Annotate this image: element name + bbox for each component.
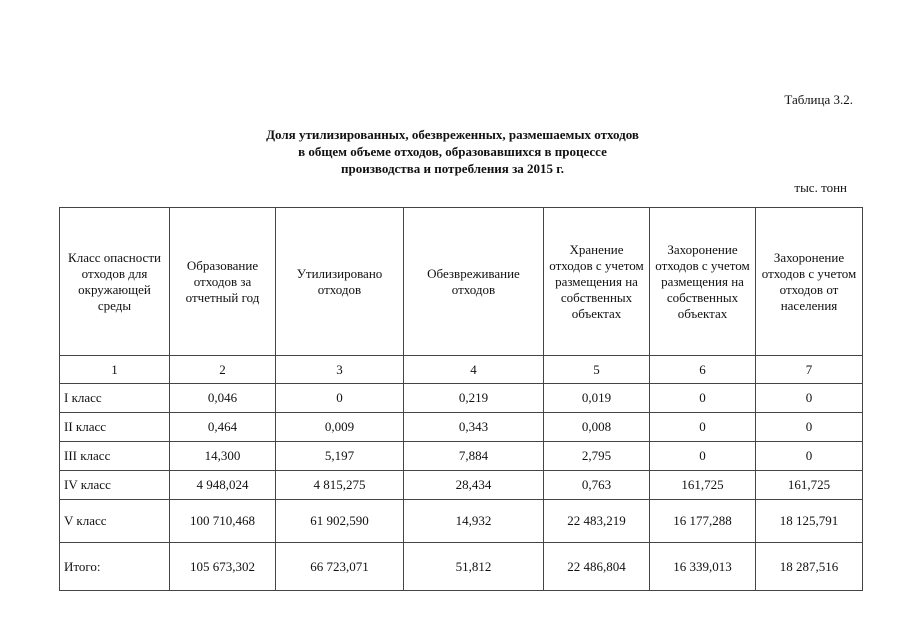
table-cell: 66 723,071 [276,543,404,591]
table-row [60,413,863,442]
column-number: 3 [276,356,404,384]
table-cell: 0 [650,413,756,442]
table-row [60,384,863,413]
table-row [60,471,863,500]
table-cell: 22 483,219 [544,500,650,543]
table-cell: 28,434 [404,471,544,500]
table-cell: 51,812 [404,543,544,591]
row-label: I класс [60,384,170,413]
total-row [60,543,863,591]
column-number: 6 [650,356,756,384]
table-row [60,442,863,471]
table-cell: 0,009 [276,413,404,442]
column-header: Образование отходов за отчетный год [170,208,276,356]
column-number: 4 [404,356,544,384]
table-cell: 61 902,590 [276,500,404,543]
table-cell: 0,008 [544,413,650,442]
table-cell: 0 [756,442,863,471]
table-cell: 100 710,468 [170,500,276,543]
column-header: Класс опасности отходов для окружающей среды [60,208,170,356]
table-cell: 161,725 [650,471,756,500]
table-cell: 0 [756,413,863,442]
row-label: V класс [60,500,170,543]
column-header: Захоронение отходов с учетом отходов от населения [756,208,863,356]
table-cell: 18 125,791 [756,500,863,543]
table-cell: 0 [650,442,756,471]
title-line: производства и потребления за 2015 г. [340,161,564,176]
units-label: тыс. тонн [794,180,847,195]
table-cell: 22 486,804 [544,543,650,591]
title-line: в общем объеме отходов, образовавшихся в процессе [298,144,607,159]
table-cell: 0,464 [170,413,276,442]
table-cell: 14,932 [404,500,544,543]
column-header: Хранение отходов с учетом размещения на собственных объектах [544,208,650,356]
column-number: 5 [544,356,650,384]
table-cell: 0 [276,384,404,413]
table-cell: 0 [650,384,756,413]
table-cell: 0,219 [404,384,544,413]
table-cell: 105 673,302 [170,543,276,591]
table-cell: 18 287,516 [756,543,863,591]
header-row [60,208,863,356]
table-cell: 7,884 [404,442,544,471]
document-title [0,126,905,177]
row-label: II класс [60,413,170,442]
table-cell: 5,197 [276,442,404,471]
table-number: Таблица 3.2. [784,92,853,107]
column-number-row [60,356,863,384]
table-cell: 0,019 [544,384,650,413]
row-label: III класс [60,442,170,471]
table-cell: 14,300 [170,442,276,471]
table-cell: 0,046 [170,384,276,413]
table-cell: 0 [756,384,863,413]
table-cell: 4 948,024 [170,471,276,500]
column-header: Утилизировано отходов [276,208,404,356]
table-cell: 0,343 [404,413,544,442]
table-row [60,500,863,543]
column-number: 1 [60,356,170,384]
column-header: Обезвреживание отходов [404,208,544,356]
column-number: 2 [170,356,276,384]
column-header: Захоронение отходов с учетом размещения на собственных объектах [650,208,756,356]
row-label: IV класс [60,471,170,500]
table-cell: 16 177,288 [650,500,756,543]
table-cell: 161,725 [756,471,863,500]
table-cell: 4 815,275 [276,471,404,500]
table-cell: 16 339,013 [650,543,756,591]
row-label: Итого: [60,543,170,591]
title-line: Доля утилизированных, обезвреженных, размешаемых отходов [266,127,639,142]
waste-table [59,207,863,591]
table-cell: 2,795 [544,442,650,471]
column-number: 7 [756,356,863,384]
table-cell: 0,763 [544,471,650,500]
